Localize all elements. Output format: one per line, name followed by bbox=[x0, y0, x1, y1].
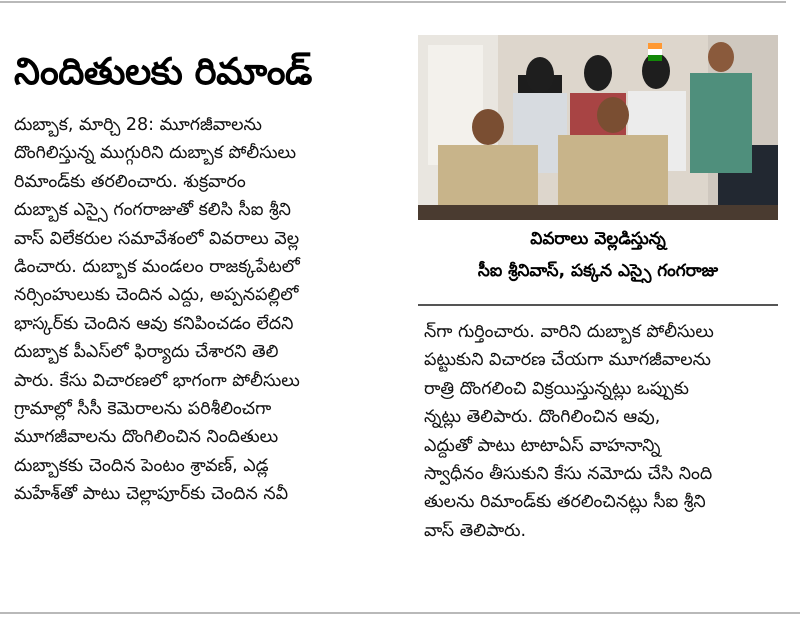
body-line: వాస్ విలేకరుల సమావేశంలో వివరాలు వెల్ల bbox=[14, 228, 300, 249]
top-rule bbox=[0, 1, 786, 3]
body-line: దుబ్బాకకు చెందిన పెంటం శ్రావణ్, ఎడ్ల bbox=[14, 455, 269, 476]
body-line: గ్రామాల్లో సీసీ కెమెరాలను పరిశీలించగా bbox=[14, 398, 272, 419]
caption-line: వివరాలు వెల్లడిస్తున్న bbox=[530, 229, 666, 249]
article-body-right-column bbox=[424, 318, 786, 545]
body-line: న్నట్లు తెలిపారు. దొంగిలించిన ఆవు, bbox=[424, 407, 661, 428]
police-press-photo bbox=[418, 35, 778, 220]
body-line: రిమాండ్‌కు తరలించారు. శుక్రవారం bbox=[14, 171, 246, 192]
body-line: నర్సింహులుకు చెందిన ఎద్దు, అప్పనపల్లిలో bbox=[14, 285, 299, 306]
article-body-left-column bbox=[14, 111, 410, 508]
body-line: వాస్ తెలిపారు. bbox=[424, 520, 527, 541]
body-line: దొంగిలిస్తున్న ముగ్గురిని దుబ్బాక పోలీసులు bbox=[14, 143, 297, 164]
photo-caption bbox=[418, 223, 778, 303]
body-line: పారు. కేసు విచారణలో భాగంగా పోలీసులు bbox=[14, 370, 300, 391]
body-line: మూగజీవాలను దొంగిలించిన నిందితులు bbox=[14, 427, 279, 448]
body-line: దుబ్బాక పీఎస్‌లో ఫిర్యాదు చేశారని తెలి bbox=[14, 342, 279, 363]
body-line: ఎద్దుతో పాటు టాటాఏస్ వాహనాన్ని bbox=[424, 435, 661, 456]
body-line: దుబ్బాక, మార్చి 28: మూగజీవాలను bbox=[14, 115, 262, 135]
body-line: స్వాధీనం తీసుకుని కేసు నమోదు చేసి నింది bbox=[424, 463, 713, 484]
body-line: డించారు. దుబ్బాక మండలం రాజక్కపేటలో bbox=[14, 256, 300, 277]
body-line: దుబ్బాక ఎస్సై గంగరాజుతో కలిసి సీఐ శ్రీని bbox=[14, 200, 291, 221]
caption-rule bbox=[418, 304, 778, 306]
body-line: భాస్కర్‌కు చెందిన ఆవు కనిపించడం లేదని bbox=[14, 313, 294, 334]
news-photo bbox=[418, 35, 778, 220]
body-line: పట్టుకుని విచారణ చేయగా మూగజీవాలను bbox=[424, 350, 711, 371]
body-line: న్‌గా గుర్తించారు. వారిని దుబ్బాక పోలీసులు bbox=[424, 322, 714, 342]
article-headline: నిందితులకు రిమాండ్ bbox=[14, 50, 312, 93]
body-line: రాత్రి దొంగలించి విక్రయిస్తున్నట్లు ఒప్పుకు bbox=[424, 378, 689, 399]
body-line: తులను రిమాండ్‌కు తరలించినట్లు సీఐ శ్రీని bbox=[424, 492, 706, 513]
caption-line: సీఐ శ్రీనివాస్, పక్కన ఎస్సై గంగరాజు bbox=[477, 261, 719, 281]
body-line: మహేశ్‌తో పాటు చెల్లాపూర్‌కు చెందిన నవీ bbox=[14, 484, 289, 505]
bottom-rule bbox=[0, 612, 800, 614]
